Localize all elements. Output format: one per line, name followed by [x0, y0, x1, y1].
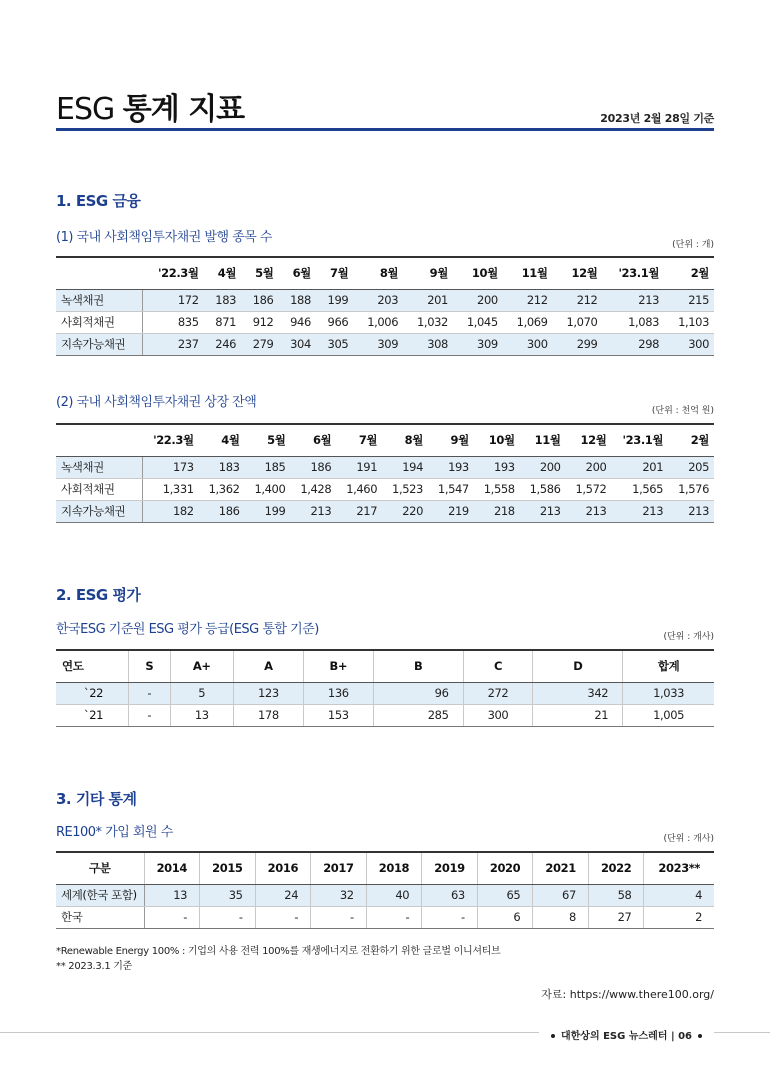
date-note: 2023년 2월 28일 기준 — [600, 112, 714, 125]
column-header: 연도 — [56, 650, 129, 682]
table-cell: 67 — [533, 884, 589, 906]
table-cell: 32 — [311, 884, 367, 906]
column-header: 8월 — [382, 424, 428, 456]
row-label: 지속가능채권 — [56, 500, 142, 522]
column-header: 2019 — [422, 852, 478, 884]
column-header: D — [533, 650, 623, 682]
table-cell: 912 — [241, 311, 278, 333]
column-header: B — [373, 650, 463, 682]
table-cell: 309 — [353, 333, 403, 355]
table1-subtitle: (1) 국내 사회책임투자채권 발행 종목 수 — [56, 230, 272, 245]
table-cell: 194 — [382, 456, 428, 478]
table-cell: 300 — [664, 333, 714, 355]
column-header: 2020 — [477, 852, 533, 884]
table-cell: 186 — [241, 289, 278, 311]
column-header: S — [129, 650, 171, 682]
bond-issuance-table — [56, 256, 714, 356]
table-cell: 96 — [373, 682, 463, 704]
table-cell: 1,045 — [453, 311, 503, 333]
table-cell: 178 — [233, 704, 303, 726]
table-cell: 200 — [520, 456, 566, 478]
bullet-icon — [551, 1034, 555, 1038]
table-cell: 6 — [477, 906, 533, 928]
column-header: 5월 — [241, 257, 278, 289]
table-cell: 212 — [553, 289, 603, 311]
table-cell: 1,428 — [290, 478, 336, 500]
section2-title: 2. ESG 평가 — [56, 586, 141, 604]
table-row — [56, 456, 714, 478]
table-cell: 1,400 — [245, 478, 291, 500]
column-header: 7월 — [336, 424, 382, 456]
table-cell: 65 — [477, 884, 533, 906]
table-cell: 188 — [278, 289, 315, 311]
column-header: A — [233, 650, 303, 682]
table-cell: 1,558 — [474, 478, 520, 500]
column-header: 2017 — [311, 852, 367, 884]
column-header: 4월 — [204, 257, 241, 289]
row-label: 사회적채권 — [56, 478, 142, 500]
table-cell: 946 — [278, 311, 315, 333]
table-cell: 213 — [602, 289, 664, 311]
bullet-icon — [698, 1034, 702, 1038]
table-cell: 63 — [422, 884, 478, 906]
column-header: '22.3월 — [142, 424, 199, 456]
table-cell: 153 — [303, 704, 373, 726]
table-cell: 1,362 — [199, 478, 245, 500]
table-cell: 220 — [382, 500, 428, 522]
column-header: '23.1월 — [611, 424, 668, 456]
table-row — [56, 333, 714, 355]
table-cell: 13 — [170, 704, 233, 726]
column-header: B+ — [303, 650, 373, 682]
table-cell: 183 — [204, 289, 241, 311]
table-cell: - — [200, 906, 256, 928]
table-cell: 237 — [142, 333, 204, 355]
table-cell: - — [422, 906, 478, 928]
page-footer — [539, 1027, 714, 1042]
column-header: 합계 — [623, 650, 714, 682]
table-cell: 1,572 — [566, 478, 612, 500]
table-cell: 272 — [463, 682, 533, 704]
table-row — [56, 478, 714, 500]
column-header: 2018 — [366, 852, 422, 884]
re100-members-table — [56, 851, 714, 929]
table-cell: 186 — [290, 456, 336, 478]
table-cell: 871 — [204, 311, 241, 333]
column-header: 2023** — [644, 852, 714, 884]
table-cell: 213 — [611, 500, 668, 522]
table-cell: 1,083 — [602, 311, 664, 333]
column-header: 2015 — [200, 852, 256, 884]
table-cell: 1,331 — [142, 478, 199, 500]
table-cell: 21 — [533, 704, 623, 726]
table-cell: 1,006 — [353, 311, 403, 333]
table-row — [56, 500, 714, 522]
table-cell: 1,033 — [623, 682, 714, 704]
column-header: 2월 — [668, 424, 714, 456]
table-cell: - — [366, 906, 422, 928]
table-cell: 215 — [664, 289, 714, 311]
table-cell: - — [144, 906, 200, 928]
table2-subtitle: (2) 국내 사회책임투자채권 상장 잔액 — [56, 395, 257, 410]
table-cell: 5 — [170, 682, 233, 704]
column-header: 8월 — [353, 257, 403, 289]
footnote-re100: *Renewable Energy 100% : 기업의 사용 전력 100%를 재생에너지로 전환하기 위한 글로벌 이니셔티브 — [56, 946, 501, 957]
table-row — [56, 311, 714, 333]
table-cell: 24 — [255, 884, 311, 906]
row-label: `21 — [56, 704, 129, 726]
table-cell: 309 — [453, 333, 503, 355]
table-corner-cell — [56, 257, 142, 289]
page-title-prefix: ESG — [56, 92, 115, 127]
table-row — [56, 289, 714, 311]
table-cell: 304 — [278, 333, 315, 355]
table-cell: 13 — [144, 884, 200, 906]
table-cell: 1,032 — [403, 311, 453, 333]
table-cell: 200 — [453, 289, 503, 311]
table-cell: 219 — [428, 500, 474, 522]
section1-title: 1. ESG 금융 — [56, 192, 141, 210]
column-header: 10월 — [453, 257, 503, 289]
column-header: 10월 — [474, 424, 520, 456]
table-cell: 1,005 — [623, 704, 714, 726]
table-cell: 1,069 — [503, 311, 553, 333]
column-header: 2월 — [664, 257, 714, 289]
column-header: A+ — [170, 650, 233, 682]
table-cell: 213 — [290, 500, 336, 522]
column-header: 2014 — [144, 852, 200, 884]
re100-subtitle: RE100* 가입 회원 수 — [56, 825, 173, 840]
table-row — [56, 884, 714, 906]
table-cell: - — [129, 704, 171, 726]
table-cell: 1,576 — [668, 478, 714, 500]
table-cell: 308 — [403, 333, 453, 355]
table-header-row — [56, 257, 714, 289]
row-label: 사회적채권 — [56, 311, 142, 333]
column-header: 12월 — [566, 424, 612, 456]
table-cell: 8 — [533, 906, 589, 928]
table-cell: - — [255, 906, 311, 928]
column-header: 9월 — [403, 257, 453, 289]
table-cell: 172 — [142, 289, 204, 311]
row-label: 녹색채권 — [56, 456, 142, 478]
table2-unit: (단위 : 천억 원) — [651, 406, 714, 416]
table-cell: 342 — [533, 682, 623, 704]
table-header-row — [56, 650, 714, 682]
table-cell: 182 — [142, 500, 199, 522]
table-cell: 1,547 — [428, 478, 474, 500]
table-cell: - — [311, 906, 367, 928]
column-header: C — [463, 650, 533, 682]
table-cell: 1,565 — [611, 478, 668, 500]
table-cell: 835 — [142, 311, 204, 333]
re100-unit: (단위 : 개사) — [663, 834, 714, 844]
table-cell: 173 — [142, 456, 199, 478]
section3-title: 3. 기타 통계 — [56, 790, 137, 808]
column-header: 7월 — [316, 257, 353, 289]
esg-rating-subtitle: 한국ESG 기준원 ESG 평가 등급(ESG 통합 기준) — [56, 622, 319, 637]
table-cell: 218 — [474, 500, 520, 522]
column-header: '23.1월 — [602, 257, 664, 289]
row-label: 녹색채권 — [56, 289, 142, 311]
table-cell: 1,103 — [664, 311, 714, 333]
column-header: 6월 — [278, 257, 315, 289]
footer-text: 대한상의 ESG 뉴스레터 | 06 — [560, 1031, 692, 1042]
table-header-row — [56, 424, 714, 456]
table-cell: 183 — [199, 456, 245, 478]
row-label: `22 — [56, 682, 129, 704]
table-cell: 40 — [366, 884, 422, 906]
table1-unit: (단위 : 개) — [672, 240, 714, 250]
table-cell: 1,460 — [336, 478, 382, 500]
table-cell: 213 — [566, 500, 612, 522]
column-header: 4월 — [199, 424, 245, 456]
table-cell: 2 — [644, 906, 714, 928]
row-label: 지속가능채권 — [56, 333, 142, 355]
table-cell: 35 — [200, 884, 256, 906]
footnote-date: ** 2023.3.1 기준 — [56, 961, 133, 972]
page-title — [56, 84, 244, 128]
table-cell: 4 — [644, 884, 714, 906]
table-cell: 201 — [611, 456, 668, 478]
table-cell: 299 — [553, 333, 603, 355]
table-cell: 212 — [503, 289, 553, 311]
column-header: '22.3월 — [142, 257, 204, 289]
table-cell: 27 — [588, 906, 644, 928]
table-row — [56, 906, 714, 928]
column-header: 11월 — [520, 424, 566, 456]
column-header: 6월 — [290, 424, 336, 456]
table-cell: 186 — [199, 500, 245, 522]
table-cell: 193 — [428, 456, 474, 478]
esg-rating-table — [56, 649, 714, 727]
column-header: 9월 — [428, 424, 474, 456]
table-cell: 213 — [520, 500, 566, 522]
bond-balance-table — [56, 423, 714, 523]
column-header: 12월 — [553, 257, 603, 289]
table-cell: 58 — [588, 884, 644, 906]
page-title-main: 통계 지표 — [122, 92, 245, 127]
table-cell: 966 — [316, 311, 353, 333]
table-cell: 300 — [463, 704, 533, 726]
table-cell: 201 — [403, 289, 453, 311]
table-cell: 285 — [373, 704, 463, 726]
column-header: 2016 — [255, 852, 311, 884]
table-cell: 1,070 — [553, 311, 603, 333]
table-cell: 217 — [336, 500, 382, 522]
column-header: 2021 — [533, 852, 589, 884]
row-label: 세계(한국 포함) — [56, 884, 144, 906]
table-header-row — [56, 852, 714, 884]
esg-rating-unit: (단위 : 개사) — [663, 632, 714, 642]
table-cell: 1,523 — [382, 478, 428, 500]
table-cell: 1,586 — [520, 478, 566, 500]
table-cell: 185 — [245, 456, 291, 478]
table-cell: 136 — [303, 682, 373, 704]
column-header: 2022 — [588, 852, 644, 884]
table-cell: 191 — [336, 456, 382, 478]
table-cell: 123 — [233, 682, 303, 704]
column-header: 5월 — [245, 424, 291, 456]
table-row — [56, 682, 714, 704]
column-header: 구분 — [56, 852, 144, 884]
table-cell: 199 — [316, 289, 353, 311]
table-cell: 205 — [668, 456, 714, 478]
table-cell: 199 — [245, 500, 291, 522]
table-cell: 203 — [353, 289, 403, 311]
table-cell: 279 — [241, 333, 278, 355]
column-header: 11월 — [503, 257, 553, 289]
table-row — [56, 704, 714, 726]
title-rule — [56, 128, 714, 131]
table-cell: - — [129, 682, 171, 704]
row-label: 한국 — [56, 906, 144, 928]
table-cell: 193 — [474, 456, 520, 478]
source-link[interactable]: 자료: https://www.there100.org/ — [541, 988, 714, 1001]
table-corner-cell — [56, 424, 142, 456]
table-cell: 300 — [503, 333, 553, 355]
table-cell: 246 — [204, 333, 241, 355]
table-cell: 213 — [668, 500, 714, 522]
table-cell: 305 — [316, 333, 353, 355]
table-cell: 200 — [566, 456, 612, 478]
table-cell: 298 — [602, 333, 664, 355]
